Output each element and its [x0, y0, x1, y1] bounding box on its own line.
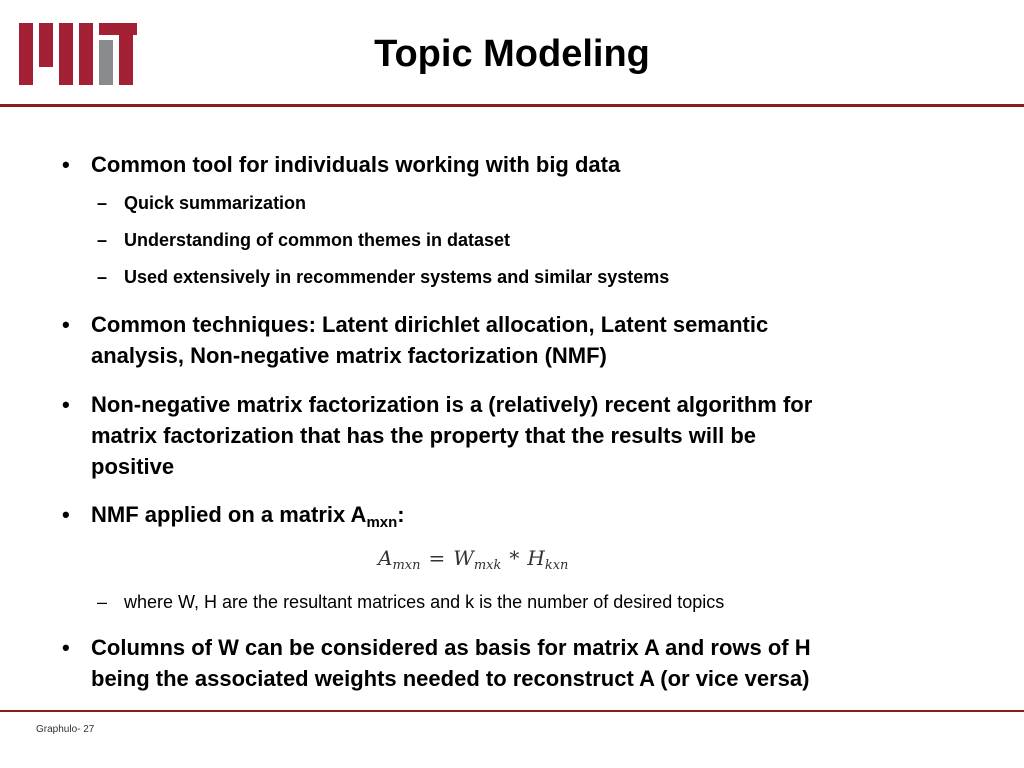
formula-w: W: [453, 546, 474, 570]
bullet-marker: •: [62, 312, 70, 337]
bullet-line: matrix factorization that has the property that the results will be: [91, 423, 757, 448]
page-title: Topic Modeling: [374, 33, 650, 75]
bullet-marker: •: [62, 502, 70, 527]
footer-divider: [0, 710, 1024, 712]
sub-bullet-text: Quick summarization: [124, 193, 307, 213]
formula-times: *: [509, 546, 520, 570]
formula-w-sub: mxk: [473, 558, 502, 573]
bullet-marker: •: [62, 635, 70, 660]
bullet-line: being the associated weights needed to reconstruct A (or vice versa): [91, 666, 810, 691]
bullet-text: [91, 632, 971, 694]
bullet-text: Common tool for individuals working with big data: [91, 152, 621, 177]
formula-equals: =: [428, 546, 446, 570]
header-divider: [0, 104, 1024, 107]
bullet-line: Non-negative matrix factorization is a (relatively) recent algorithm for: [91, 392, 813, 417]
bullet-marker: •: [62, 152, 70, 177]
bullet-text-prefix: NMF applied on a matrix A: [91, 502, 367, 527]
bullet-text: [91, 389, 971, 482]
bullet-text-suffix: :: [397, 502, 405, 527]
bullet-text: [91, 309, 971, 371]
bullet-line: positive: [91, 454, 175, 479]
bullet-text: [91, 499, 971, 538]
mit-logo: [19, 23, 137, 85]
formula-h-sub: kxn: [544, 558, 569, 573]
sub-bullet-text: Understanding of common themes in dataset: [124, 230, 511, 250]
dash-marker: –: [97, 267, 108, 287]
footer-page-label: Graphulo- 27: [36, 724, 95, 735]
formula-a-sub: mxn: [392, 558, 421, 573]
sub-bullet-text: Used extensively in recommender systems and similar systems: [124, 267, 670, 287]
dash-marker: –: [97, 230, 108, 250]
nmf-formula: [378, 546, 568, 573]
formula-h: H: [527, 546, 545, 570]
dash-marker: –: [97, 592, 108, 612]
formula-a: A: [378, 546, 393, 570]
bullet-marker: •: [62, 392, 70, 417]
bullet-line: Columns of W can be considered as basis for matrix A and rows of H: [91, 635, 811, 660]
bullet-line: analysis, Non-negative matrix factorization (NMF): [91, 343, 607, 368]
sub-bullet-text: where W, H are the resultant matrices and k is the number of desired topics: [124, 592, 725, 612]
dash-marker: –: [97, 193, 108, 213]
bullet-line: Common techniques: Latent dirichlet allocation, Latent semantic: [91, 312, 769, 337]
matrix-subscript: mxn: [366, 514, 398, 531]
